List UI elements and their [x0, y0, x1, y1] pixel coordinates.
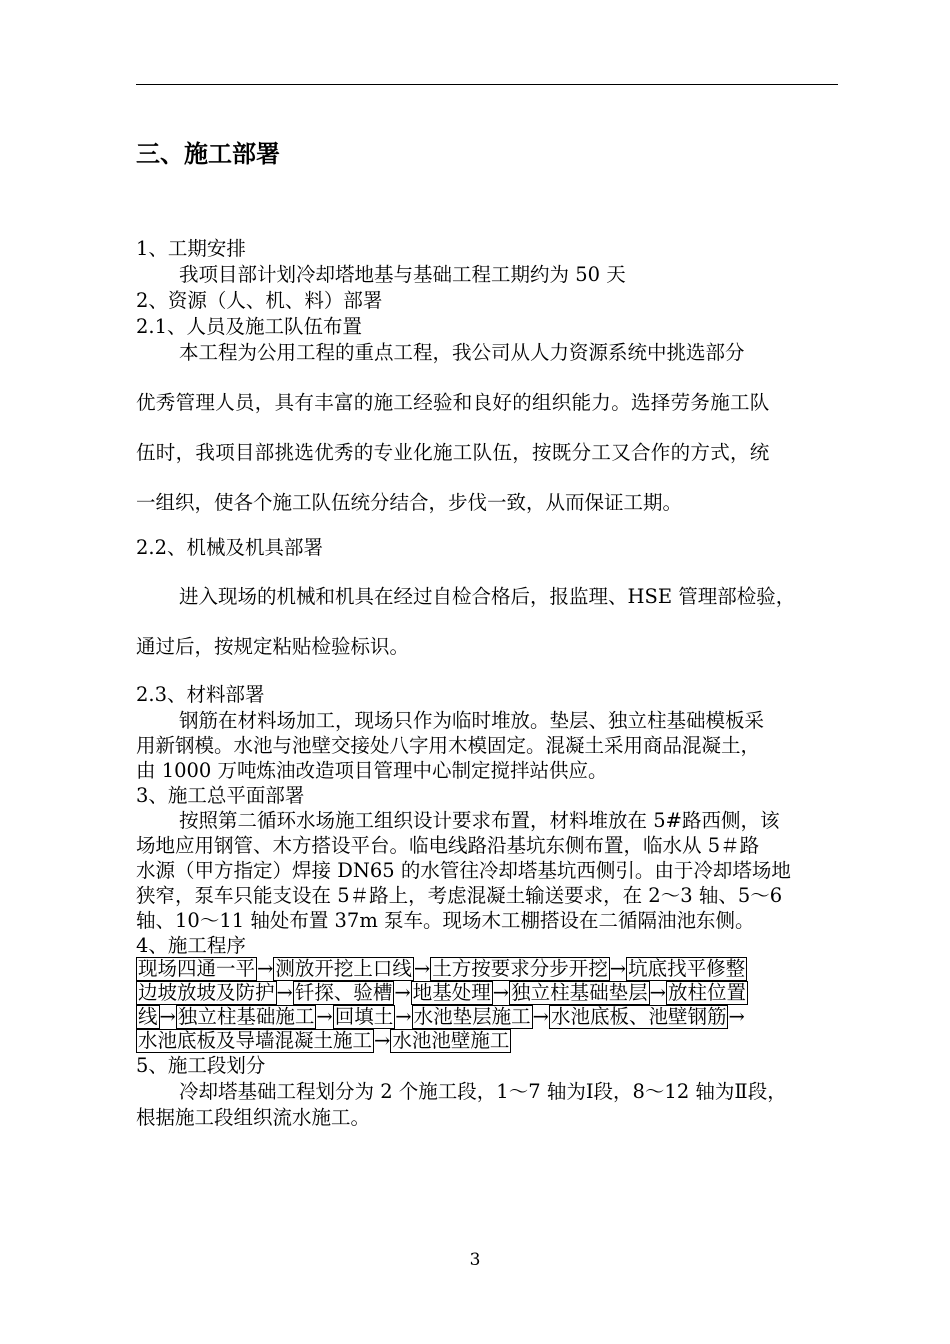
flow-step: 放柱位置 [667, 981, 746, 1004]
flow-arrow-icon: → [609, 957, 627, 980]
s2-2-line: 进入现场的机械和机具在经过自检合格后，报监理、HSE 管理部检验， [179, 585, 796, 608]
flow-step: 独立柱基础垫层 [511, 981, 648, 1004]
s2-1-heading: 2.1、人员及施工队伍布置 [136, 315, 363, 338]
s2-3-line: 钢筋在材料场加工，现场只作为临时堆放。垫层、独立柱基础模板采 [179, 709, 765, 732]
s2-3-heading: 2.3、材料部署 [136, 683, 265, 706]
flow-arrow-icon: → [649, 981, 666, 1004]
flow-arrow-icon: → [413, 957, 431, 980]
s2-1-line: 优秀管理人员，具有丰富的施工经验和良好的组织能力。选择劳务施工队 [136, 391, 770, 414]
flow-arrow-icon: → [159, 1005, 176, 1028]
flow-arrow-icon: → [374, 1029, 391, 1052]
flow-arrow-icon: → [316, 1005, 333, 1028]
flow-step: 地基处理 [412, 981, 491, 1004]
flow-step: 钎探、验槽 [294, 981, 393, 1004]
s2-3-line: 由 1000 万吨炼油改造项目管理中心制定搅拌站供应。 [136, 759, 608, 782]
flow-row [136, 981, 748, 1005]
s3-line: 场地应用钢管、木方搭设平台。临电线路沿基坑东侧布置，临水从 5＃路 [136, 834, 760, 857]
flow-row [136, 1005, 745, 1029]
s2-1-line: 一组织，使各个施工队伍统分结合，步伐一致，从而保证工期。 [136, 491, 683, 514]
flow-arrow-icon: → [532, 1005, 549, 1028]
s2-1-line: 伍时，我项目部挑选优秀的专业化施工队伍，按既分工又合作的方式，统 [136, 441, 770, 464]
flow-step: 边坡放坡及防护 [138, 981, 275, 1004]
s1-text: 我项目部计划冷却塔地基与基础工程工期约为 50 天 [179, 263, 626, 286]
flow-step: 回填土 [334, 1005, 394, 1028]
header-rule [136, 84, 838, 85]
s3-heading: 3、施工总平面部署 [136, 784, 305, 807]
flow-arrow-icon: → [492, 981, 510, 1004]
s1-heading: 1、工期安排 [136, 237, 246, 260]
flow-step: 现场四通一平 [138, 957, 256, 980]
s4-heading: 4、施工程序 [136, 934, 246, 957]
s5-line: 冷却塔基础工程划分为 2 个施工段，1～7 轴为Ⅰ段，8～12 轴为Ⅱ段， [179, 1080, 787, 1103]
flow-arrow-icon: → [395, 1005, 412, 1028]
flow-arrow-icon: → [728, 1005, 745, 1028]
flow-row [136, 957, 747, 981]
flow-step: 水池底板及导墙混凝土施工 [138, 1029, 373, 1052]
s2-1-line: 本工程为公用工程的重点工程，我公司从人力资源系统中挑选部分 [179, 341, 745, 364]
flow-arrow-icon: → [257, 957, 274, 980]
flow-step: 线 [138, 1005, 158, 1028]
flow-step: 水池垫层施工 [413, 1005, 531, 1028]
page-number: 3 [469, 1250, 481, 1270]
flow-step: 独立柱基础施工 [177, 1005, 315, 1028]
s5-line: 根据施工段组织流水施工。 [136, 1106, 371, 1129]
flow-row [136, 1029, 511, 1053]
s2-heading: 2、资源（人、机、料）部署 [136, 289, 383, 312]
s3-line: 狭窄，泵车只能支设在 5＃路上，考虑混凝土输送要求，在 2～3 轴、5～6 [136, 884, 783, 907]
flow-step: 测放开挖上口线 [275, 957, 412, 980]
flow-step: 土方按要求分步开挖 [432, 957, 608, 980]
flow-step: 水池底板、池壁钢筋 [550, 1005, 727, 1028]
s3-line: 轴、10～11 轴处布置 37m 泵车。现场木工棚搭设在二循隔油池东侧。 [136, 909, 755, 932]
flow-arrow-icon: → [276, 981, 293, 1004]
section-title: 三、施工部署 [136, 139, 280, 168]
s2-2-line: 通过后，按规定粘贴检验标识。 [136, 635, 410, 658]
s3-line: 按照第二循环水场施工组织设计要求布置，材料堆放在 5#路西侧，该 [179, 809, 780, 832]
flow-step: 水池池壁施工 [392, 1029, 510, 1052]
s3-line: 水源（甲方指定）焊接 DN65 的水管往冷却塔基坑西侧引。由于冷却塔场地 [136, 859, 791, 882]
flow-step: 坑底找平修整 [628, 957, 746, 980]
s5-heading: 5、施工段划分 [136, 1054, 266, 1077]
flow-arrow-icon: → [394, 981, 411, 1004]
s2-3-line: 用新钢模。水池与池壁交接处八字用木模固定。混凝土采用商品混凝土， [136, 734, 761, 757]
s2-2-heading: 2.2、机械及机具部署 [136, 536, 324, 559]
